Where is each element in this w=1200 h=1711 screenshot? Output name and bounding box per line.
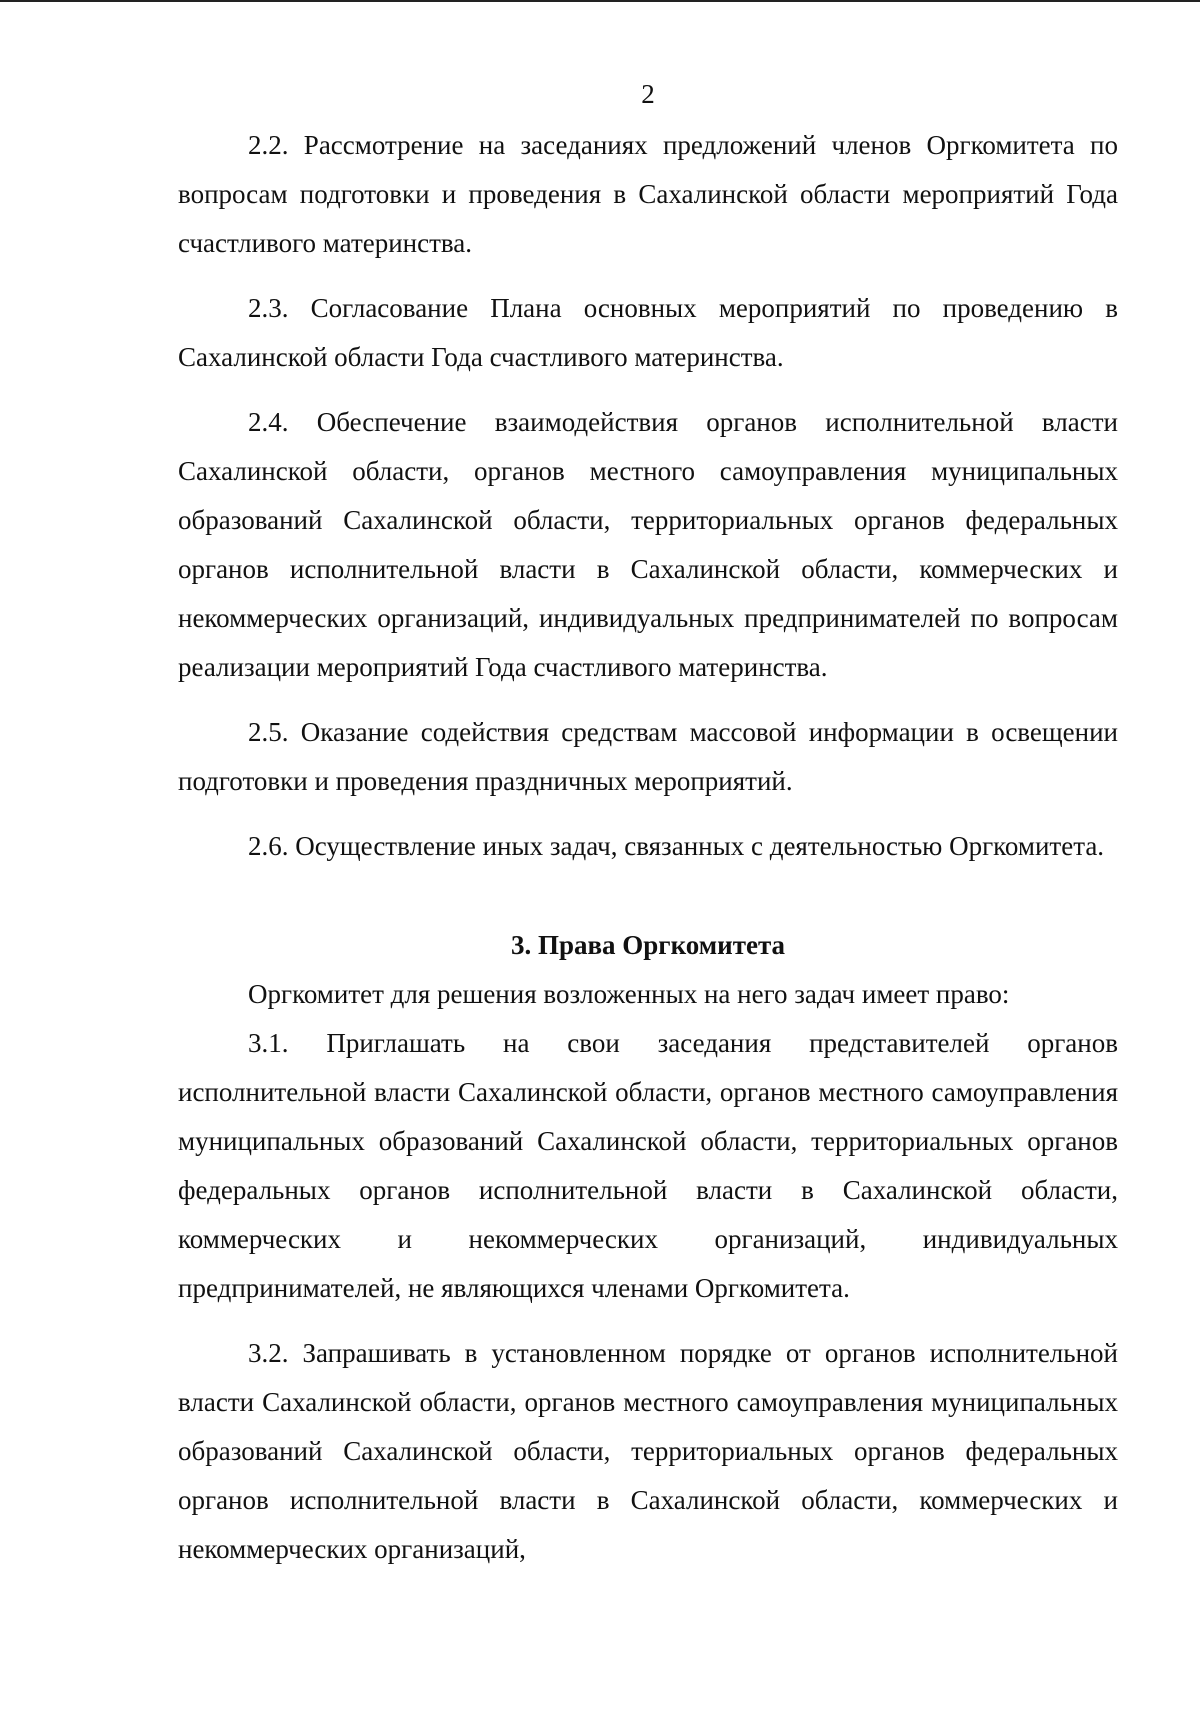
page-number: 2 bbox=[641, 79, 655, 109]
paragraph-2-6: 2.6. Осуществление иных задач, связанных с деятельностью Оргкомитета. bbox=[248, 831, 1105, 861]
page-top-edge bbox=[0, 0, 1200, 2]
paragraph-2-3: 2.3. Согласование Плана основных мероприятий по проведению в Сахалинской области Года счастливого материнства. bbox=[178, 293, 1118, 372]
paragraph-2-4: 2.4. Обеспечение взаимодействия органов исполнительной власти Сахалинской области, органов местного самоуправления муниципальных образований Сахалинской области, территориальных органов федеральных органов исполнительной власти в Сахалинской области, коммерческих и некоммерческих организаций, индивидуальных предпринимателей по вопросам реализации мероприятий Года счастливого материнства. bbox=[178, 407, 1118, 682]
document-body bbox=[178, 70, 1118, 1574]
section-title: 3. Права Оргкомитета bbox=[510, 930, 786, 960]
paragraph-2-5: 2.5. Оказание содействия средствам массовой информации в освещении подготовки и проведения праздничных мероприятий. bbox=[178, 717, 1118, 796]
paragraph-3-1: 3.1. Приглашать на свои заседания представителей органов исполнительной власти Сахалинской области, органов местного самоуправления муниципальных образований Сахалинской области, территориальных органов федеральных органов исполнительной власти в Сахалинской области, коммерческих и некоммерческих организаций, индивидуальных предпринимателей, не являющихся членами Оргкомитета. bbox=[178, 1028, 1118, 1303]
paragraph-3-2: 3.2. Запрашивать в установленном порядке от органов исполнительной власти Сахалинской области, органов местного самоуправления муниципальных образований Сахалинской области, территориальных органов федеральных органов исполнительной власти в Сахалинской области, коммерческих и некоммерческих организаций, bbox=[178, 1338, 1118, 1564]
paragraph-2-2: 2.2. Рассмотрение на заседаниях предложений членов Оргкомитета по вопросам подготовки и проведения в Сахалинской области мероприятий Года счастливого материнства. bbox=[178, 130, 1118, 258]
paragraph-intro: Оргкомитет для решения возложенных на него задач имеет право: bbox=[248, 979, 1010, 1009]
